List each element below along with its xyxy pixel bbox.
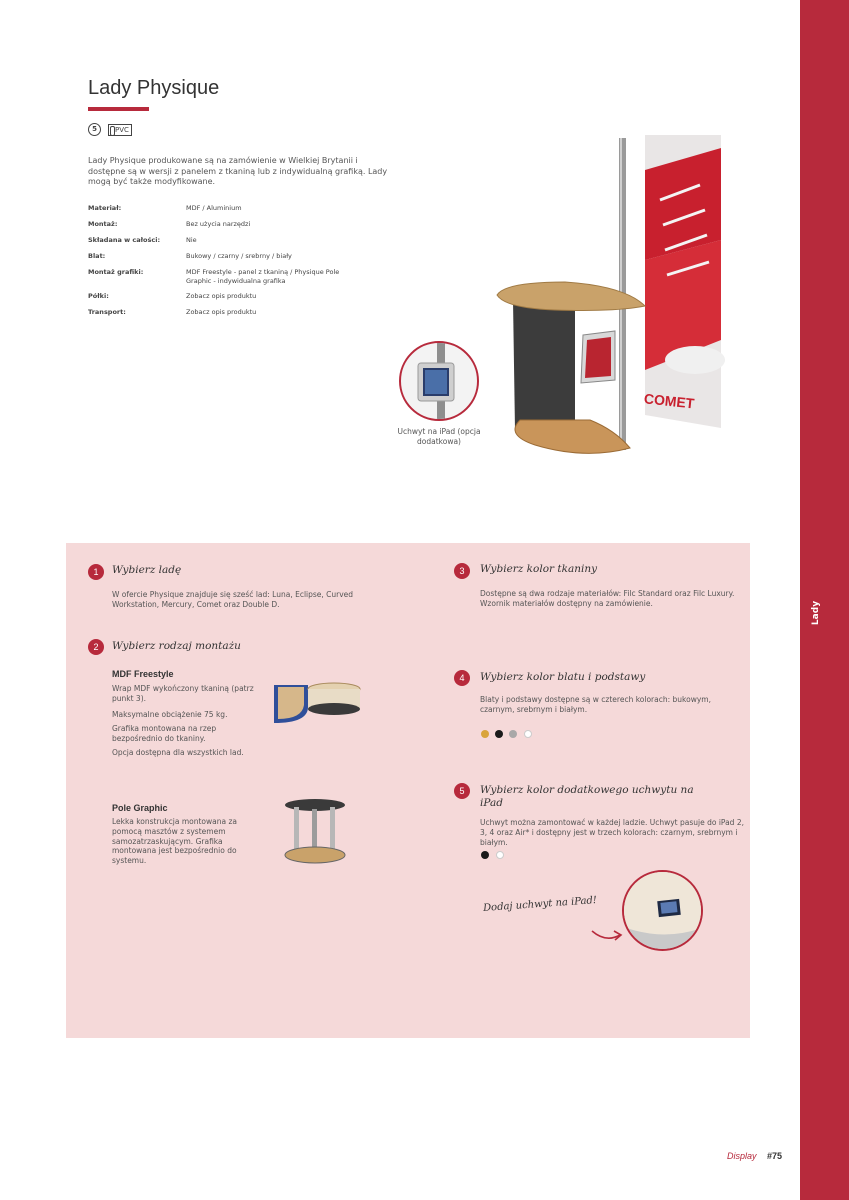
spec-key: Składana w całości: bbox=[88, 236, 161, 244]
color-swatch-white bbox=[524, 730, 532, 738]
step-text: W ofercie Physique znajduje się sześć lad: Luna, Eclipse, Curved Workstation, Mercury, Comet oraz Double D. bbox=[112, 590, 354, 609]
mdf-heading: MDF Freestyle bbox=[112, 669, 174, 679]
pole-text: Lekka konstrukcja montowana za pomocą masztów z systemem samozatrzaskującym. Grafika montowana jest bezpośrednio do systemu. bbox=[112, 817, 238, 866]
mdf-line: Grafika montowana na rzep bezpośrednio do tkaniny. bbox=[112, 724, 217, 743]
counter-base bbox=[515, 420, 630, 453]
spec-row bbox=[88, 292, 368, 302]
product-image bbox=[495, 130, 730, 465]
pole-graphic-image bbox=[282, 797, 348, 867]
ipad-holder-image bbox=[399, 341, 479, 421]
step-text: Blaty i podstawy dostępne są w czterech kolorach: bukowym, czarnym, srebrnym i białym. bbox=[480, 695, 711, 714]
ipad-in-counter-image bbox=[622, 870, 703, 951]
color-swatch-beech bbox=[481, 730, 489, 738]
spec-key: Montaż grafiki: bbox=[88, 268, 144, 276]
ipad-callout: Dodaj uchwyt na iPad! bbox=[482, 895, 598, 914]
step-number: 1 bbox=[88, 564, 104, 580]
mdf-line: Maksymalne obciążenie 75 kg. bbox=[112, 710, 228, 719]
step-text: Uchwyt można zamontować w każdej ladzie. Uchwyt pasuje do iPad 2, 3, 4 oraz Air* i dostępny jest w trzech kolorach: czarnym, srebrnym i białym. bbox=[480, 818, 744, 847]
sidebar-label bbox=[812, 596, 836, 636]
spec-key: Materiał: bbox=[88, 204, 122, 212]
step-title: Wybierz ladę bbox=[112, 564, 182, 576]
pole-heading: Pole Graphic bbox=[112, 803, 168, 813]
step-text: Dostępne są dwa rodzaje materiałów: Filc Standard oraz Filc Luxury. Wzornik materiałów dostępny na zamówienie. bbox=[480, 589, 735, 608]
spec-row bbox=[88, 236, 368, 246]
step-number: 5 bbox=[454, 783, 470, 799]
ipad-swatch-black bbox=[481, 851, 489, 859]
spec-value: Zobacz opis produktu bbox=[186, 308, 257, 316]
step-number: 3 bbox=[454, 563, 470, 579]
spec-row bbox=[88, 252, 368, 262]
step-number: 2 bbox=[88, 639, 104, 655]
spec-key: Montaż: bbox=[88, 220, 118, 228]
spec-value: MDF / Aluminium bbox=[186, 204, 242, 212]
spec-row bbox=[88, 204, 368, 214]
counter-body bbox=[513, 300, 575, 435]
mdf-line: Wrap MDF wykończony tkaniną (patrz punkt 3). bbox=[112, 684, 254, 703]
warranty-badge-icon: 5 bbox=[88, 123, 101, 136]
spec-value: Zobacz opis produktu bbox=[186, 292, 257, 300]
step-title: Wybierz kolor blatu i podstawy bbox=[480, 671, 646, 683]
footer-section: Display bbox=[727, 1151, 757, 1161]
page-number: #75 bbox=[767, 1151, 783, 1161]
ipad-swatch-white bbox=[496, 851, 504, 859]
step-title: Wybierz kolor dodatkowego uchwytu na iPad bbox=[480, 784, 694, 809]
step-title: Wybierz rodzaj montażu bbox=[112, 640, 241, 652]
spec-key: Półki: bbox=[88, 292, 109, 300]
spec-value: Bukowy / czarny / srebrny / biały bbox=[186, 252, 292, 260]
mdf-line: Opcja dostępna dla wszystkich lad. bbox=[112, 748, 244, 757]
spec-row bbox=[88, 308, 368, 318]
page-title: Lady Physique bbox=[88, 77, 220, 99]
arrow-icon bbox=[590, 925, 624, 945]
banner-text: COMET bbox=[643, 390, 696, 412]
spec-value: Nie bbox=[186, 236, 197, 244]
spec-value: MDF Freestyle - panel z tkaniną / Physique Pole Graphic - indywidualna grafika bbox=[186, 268, 340, 285]
intro-text: Lady Physique produkowane są na zamówienie w Wielkiej Brytanii i dostępne są w wersji z panelem z tkaniną lub z indywidualną grafiką. Lady mogą być także modyfikowane. bbox=[88, 156, 388, 186]
step-number: 4 bbox=[454, 670, 470, 686]
spec-key: Blat: bbox=[88, 252, 106, 260]
mdf-freestyle-image bbox=[268, 677, 362, 727]
color-swatch-silver bbox=[509, 730, 517, 738]
ipad-caption: Uchwyt na iPad (opcja dodatkowa) bbox=[397, 427, 481, 446]
title-underline bbox=[88, 107, 149, 111]
spec-key: Transport: bbox=[88, 308, 126, 316]
color-swatch-black bbox=[495, 730, 503, 738]
spec-value: Bez użycia narzędzi bbox=[186, 220, 251, 228]
spec-row bbox=[88, 220, 368, 230]
sidebar-label-text: Lady bbox=[811, 600, 822, 626]
spec-row bbox=[88, 268, 368, 288]
pvc-badge-icon: PVC bbox=[108, 124, 132, 136]
step-title: Wybierz kolor tkaniny bbox=[480, 563, 598, 575]
